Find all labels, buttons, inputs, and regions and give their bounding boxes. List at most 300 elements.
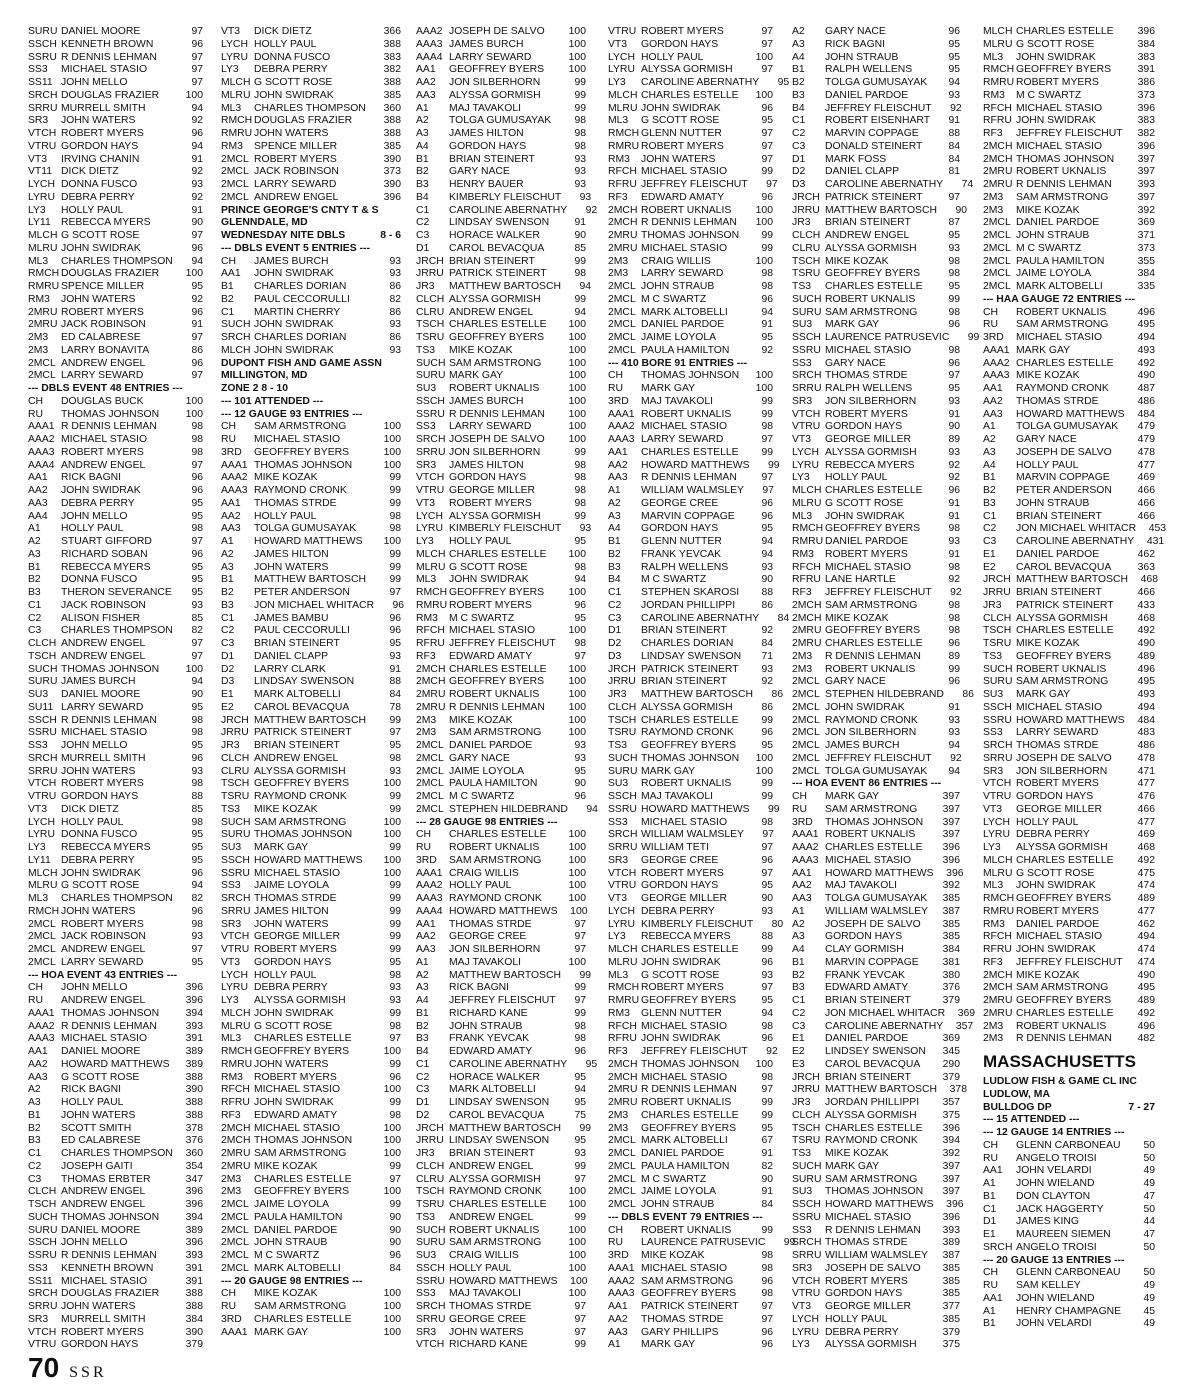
class-code: 2MCL (416, 803, 444, 815)
page-footer (28, 1352, 107, 1384)
class-code: LY3 (221, 64, 239, 76)
shooter-name: MATTHEW BARTOSCH (449, 969, 561, 981)
result-row (792, 1148, 960, 1161)
result-row (221, 676, 401, 689)
score: 468 (1137, 842, 1155, 853)
result-row (983, 689, 1155, 702)
result-row (221, 421, 401, 434)
score: 99 (389, 574, 401, 586)
class-code: CLCH (221, 752, 250, 764)
class-code: B1 (221, 574, 234, 586)
result-row (416, 179, 586, 192)
result-row (983, 740, 1155, 753)
result-row (28, 1008, 203, 1021)
result-row (983, 1242, 1155, 1255)
class-code: 2MCL (608, 344, 636, 356)
shooter-name: MATTHEW BARTOSCH (254, 574, 366, 586)
shooter-name: RICK BAGNI (825, 38, 886, 50)
class-code: SURU (416, 370, 446, 382)
result-row (608, 205, 773, 218)
shooter-name: R DENNIS LEHMAN (641, 472, 737, 484)
score: 99 (389, 880, 401, 892)
score: 94 (574, 306, 586, 318)
class-code: C2 (608, 599, 622, 611)
shooter-name: ROBERT UKNALIS (641, 1097, 732, 1108)
shooter-name: ANGELO TROISI (1016, 1152, 1097, 1164)
class-code: TSRU (221, 791, 250, 802)
score: 100 (755, 765, 773, 777)
score: 462 (1137, 548, 1155, 560)
class-code: SU3 (792, 1186, 813, 1198)
score: 466 (1137, 803, 1155, 815)
shooter-name: ANDREW ENGEL (61, 1199, 146, 1210)
shooter-name: STUART GIFFORD (61, 536, 152, 547)
result-row (416, 842, 586, 855)
class-code: 2MCH (221, 1122, 251, 1134)
class-code: RU (416, 842, 432, 853)
shooter-name: ANDREW ENGEL (825, 230, 910, 241)
result-row (983, 995, 1155, 1008)
class-code: RFCH (608, 166, 637, 178)
class-code: AAA3 (792, 854, 819, 866)
result-row (608, 536, 773, 549)
result-row (792, 676, 960, 689)
score: 396 (1137, 102, 1155, 114)
shooter-name: GORDON HAYS (1016, 791, 1094, 802)
shooter-name: GEORGE MILLER (825, 434, 912, 445)
result-row (28, 485, 203, 498)
class-code: B4 (416, 1046, 429, 1057)
result-row (416, 766, 586, 779)
class-code: LYRU (416, 523, 443, 535)
result-row (221, 1288, 401, 1301)
class-code: TS3 (792, 1148, 812, 1159)
result-row (416, 791, 586, 804)
shooter-name: THOMAS STRDE (825, 1237, 908, 1249)
class-code: 2MCH (792, 612, 822, 624)
class-code: RMCH (608, 128, 640, 139)
class-code: SRCH (792, 1237, 822, 1249)
shooter-name: ED CALABRESE (61, 332, 141, 343)
score: 99 (574, 1007, 586, 1019)
score: 97 (761, 472, 773, 484)
shooter-name: M C SWARTZ (449, 612, 515, 624)
shooter-name: HOWARD MATTHEWS (449, 1275, 558, 1287)
class-code: SRCH (416, 1301, 446, 1312)
shooter-name: PETER ANDERSON (254, 587, 350, 598)
result-row (221, 1186, 401, 1199)
shooter-name: RICK BAGNI (61, 472, 122, 484)
shooter-name: HOWARD MATTHEWS (825, 867, 934, 879)
result-row (28, 1250, 203, 1263)
score: 100 (568, 1224, 586, 1236)
class-code: A1 (983, 1178, 996, 1189)
class-code: C1 (28, 1148, 42, 1159)
shooter-name: LARRY SEWARD (61, 956, 144, 968)
score: 393 (1137, 179, 1155, 190)
class-code: AA3 (221, 523, 241, 535)
class-code: A1 (983, 1305, 996, 1317)
score: 384 (942, 944, 960, 955)
class-code: 2MCL (28, 918, 56, 930)
result-row (983, 370, 1155, 383)
result-row (28, 944, 203, 957)
shooter-name: PETER ANDERSON (1016, 485, 1112, 496)
class-code: 2MCH (416, 676, 446, 688)
result-row (608, 396, 773, 409)
class-code: SRCH (983, 1241, 1013, 1253)
class-code: VTCH (983, 778, 1012, 790)
class-code: LY3 (792, 1339, 810, 1351)
score: 376 (185, 1135, 203, 1147)
result-row (983, 383, 1155, 396)
result-row (221, 1327, 401, 1340)
score: 82 (191, 625, 203, 637)
class-code: RM3 (221, 140, 243, 152)
result-row (983, 1178, 1155, 1191)
class-code: SRCH (416, 434, 446, 445)
result-row (983, 957, 1155, 970)
class-code: 2M3 (792, 663, 813, 675)
score: 95 (761, 115, 773, 127)
shooter-name: EDWARD AMATY (825, 982, 909, 994)
shooter-name: JOHN SWIDRAK (1016, 944, 1096, 955)
class-code: SURU (28, 1224, 58, 1236)
class-code: E2 (221, 701, 234, 713)
class-code: SUCH (28, 663, 58, 675)
class-code: CH (983, 1267, 999, 1279)
result-row (221, 1263, 401, 1276)
shooter-name: WILLIAM WALMSLEY (641, 829, 744, 841)
score: 394 (942, 1135, 960, 1147)
shooter-name: CHARLES ESTELLE (1016, 357, 1114, 369)
result-row (608, 243, 773, 256)
result-row (28, 256, 203, 269)
score: 396 (946, 867, 964, 879)
score: 90 (191, 217, 203, 229)
score: 100 (568, 867, 586, 879)
shooter-name: LARRY SEWARD (641, 434, 724, 445)
class-code: CLRU (416, 306, 445, 318)
shooter-name: ALYSSA GORMISH (825, 1109, 917, 1121)
class-code: MLRU (608, 956, 638, 968)
score: 100 (755, 204, 773, 216)
class-code: A2 (608, 497, 621, 509)
class-code: AAA1 (792, 829, 819, 841)
class-code: A2 (28, 536, 41, 547)
class-code: 2MCH (983, 153, 1013, 165)
score: 91 (574, 217, 586, 229)
class-code: A3 (416, 982, 429, 994)
shooter-name: ROBERT MYERS (61, 446, 144, 458)
result-row (416, 204, 598, 218)
shooter-name: JEFFREY FLEISCHUT (641, 179, 748, 190)
class-code: LY3 (608, 77, 626, 88)
result-row (416, 689, 586, 702)
class-code: SR3 (221, 918, 242, 930)
score: 99 (761, 166, 773, 178)
result-row (792, 217, 960, 230)
result-row (608, 970, 773, 983)
shooter-name: ROBERT EISENHART (825, 115, 931, 127)
shooter-name: HORACE WALKER (449, 1071, 540, 1083)
class-code: D2 (221, 663, 235, 675)
score: 392 (942, 1148, 960, 1159)
score: 99 (389, 1058, 401, 1070)
score: 100 (185, 408, 203, 420)
shooter-name: G SCOTT ROSE (449, 561, 528, 573)
class-code: VTRU (608, 880, 637, 892)
shooter-name: JOHN SWIDRAK (825, 701, 905, 713)
shooter-name: MICHAEL STASIO (641, 1020, 728, 1032)
result-row (221, 651, 401, 664)
result-row (983, 485, 1155, 498)
result-row (792, 587, 960, 600)
result-row (608, 1288, 773, 1301)
result-row (608, 90, 773, 103)
class-code: 2MCH (983, 969, 1013, 981)
class-code: 2MCL (28, 931, 56, 943)
class-code: RMCH (416, 587, 448, 598)
class-code: SRRU (221, 905, 251, 917)
score: 92 (948, 574, 960, 586)
class-code: 2MCL (983, 281, 1011, 292)
shooter-name: G SCOTT ROSE (61, 230, 140, 241)
score: 100 (568, 64, 586, 76)
result-row (983, 345, 1155, 358)
result-row (416, 1058, 598, 1072)
shooter-name: EDWARD AMATY (449, 650, 533, 662)
result-row (28, 217, 203, 230)
score: 466 (1137, 485, 1155, 496)
class-code: 2MRU (983, 995, 1013, 1006)
score: 94 (191, 880, 203, 892)
score: 474 (1137, 944, 1155, 955)
class-code: MLRU (416, 561, 446, 573)
result-row (416, 1250, 586, 1263)
score: 99 (574, 89, 586, 101)
result-row (608, 1084, 773, 1097)
class-code: CLCH (792, 1109, 821, 1121)
result-row (221, 1225, 401, 1238)
shooter-name: JOHN STRAUB (825, 51, 899, 63)
result-row (221, 26, 401, 39)
shooter-name: R DENNIS LEHMAN (449, 408, 545, 420)
score: 100 (568, 676, 586, 688)
class-code: B4 (608, 574, 621, 586)
class-code: JRRU (792, 1084, 820, 1096)
class-code: JR3 (983, 599, 1002, 611)
result-row (983, 1280, 1155, 1293)
class-code: TSCH (983, 625, 1012, 637)
score: 92 (191, 115, 203, 127)
result-row (28, 562, 203, 575)
event-header: --- 12 GAUGE 93 ENTRIES --- (221, 408, 363, 420)
result-row (792, 804, 960, 817)
result-row (28, 664, 203, 677)
shooter-name: JOHN SWIDRAK (641, 956, 721, 968)
score: 94 (948, 77, 960, 88)
shooter-name: JOSEPH DE SALVO (825, 1262, 921, 1274)
score: 93 (948, 395, 960, 407)
result-row (221, 1237, 401, 1250)
class-code: 2MRU (792, 625, 822, 637)
score: 97 (389, 587, 401, 598)
result-row (28, 804, 203, 817)
class-code: SS3 (416, 1288, 436, 1300)
shooter-name: LARRY SEWARD (641, 268, 724, 280)
result-row (792, 1250, 960, 1263)
result-row (983, 52, 1155, 65)
class-code: E1 (792, 1033, 805, 1045)
score: 389 (185, 1046, 203, 1057)
class-code: 2MCL (221, 1211, 249, 1223)
score: 100 (568, 663, 586, 675)
score: 385 (942, 931, 960, 943)
class-code: SS11 (28, 1275, 53, 1287)
score: 45 (1143, 1305, 1155, 1317)
score: 97 (389, 1173, 401, 1185)
class-code: 2MCL (608, 319, 636, 331)
class-code: D1 (608, 625, 622, 637)
class-code: D3 (221, 676, 235, 688)
result-row (416, 460, 586, 473)
score: 100 (568, 1288, 586, 1300)
result-row (983, 778, 1155, 791)
class-code: RMCH (983, 893, 1015, 904)
score: 396 (942, 842, 960, 853)
class-code: VTRU (608, 26, 637, 37)
result-row (221, 766, 401, 779)
result-row (221, 472, 401, 485)
result-row (28, 1097, 203, 1110)
score: 100 (568, 893, 586, 904)
score: 100 (383, 459, 401, 471)
score: 100 (383, 1288, 401, 1300)
score: 97 (762, 485, 774, 496)
shooter-name: HOWARD MATTHEWS (1016, 714, 1125, 726)
shooter-name: CAROL BEVACQUA (825, 1058, 921, 1070)
shooter-name: HENRY CHAMPAGNE (1016, 1305, 1122, 1317)
score: 84 (761, 638, 773, 649)
class-code: SURU (792, 1173, 822, 1185)
result-row (28, 1339, 203, 1352)
shooter-name: GEOFFREY BYERS (1016, 64, 1112, 76)
score: 100 (568, 370, 586, 382)
shooter-name: HOLLY PAUL (449, 536, 512, 547)
score: 84 (948, 153, 960, 165)
result-row (792, 511, 960, 524)
shooter-name: LANE HARTLE (825, 574, 896, 586)
score: 385 (942, 918, 960, 930)
class-code: AA2 (608, 1313, 628, 1325)
class-code: 2MCL (792, 676, 820, 688)
result-row (416, 115, 586, 128)
score: 100 (383, 1046, 401, 1057)
score: 466 (1137, 587, 1155, 598)
class-code: A2 (983, 434, 996, 445)
score: 98 (574, 497, 586, 509)
result-row (416, 166, 586, 179)
score: 376 (942, 982, 960, 994)
class-code: SSCH (28, 1237, 57, 1249)
result-row (608, 727, 773, 740)
shooter-name: GORDON HAYS (641, 523, 719, 535)
class-code: C1 (983, 510, 997, 522)
shooter-name: RAYMOND CRONK (1016, 383, 1109, 394)
results-column (983, 26, 1167, 1331)
shooter-name: JOHN STRAUB (1016, 230, 1090, 241)
score: 390 (185, 1326, 203, 1338)
class-code: SUCH (792, 293, 822, 305)
shooter-name: JOHN SWIDRAK (1016, 880, 1096, 892)
score: 100 (568, 1237, 586, 1249)
result-row (416, 1072, 586, 1085)
score: 99 (574, 1339, 586, 1351)
shooter-name: MARK ALTOBELLI (254, 689, 341, 700)
shooter-name: MIKE KOZAK (254, 1160, 318, 1172)
shooter-name: MAJ TAVAKOLI (449, 956, 521, 968)
class-code: SS11 (28, 77, 53, 88)
score: 383 (1137, 115, 1155, 127)
score: 98 (761, 1288, 773, 1300)
class-code: AA4 (28, 510, 48, 522)
score: 88 (191, 791, 203, 802)
shooter-name: HOLLY PAUL (254, 38, 317, 50)
score: 96 (191, 485, 203, 496)
class-code: 2MCL (792, 714, 820, 726)
class-code: JR3 (416, 281, 435, 292)
shooter-name: LARRY SEWARD (61, 370, 144, 382)
class-code: MLCH (221, 77, 251, 88)
result-row (608, 1008, 773, 1021)
shooter-name: THOMAS JOHNSON (641, 1058, 740, 1070)
shooter-name: MATTHEW BARTOSCH (641, 689, 753, 700)
class-code: A3 (416, 128, 429, 139)
class-code: JRCH (608, 663, 636, 675)
result-row (28, 995, 203, 1008)
result-row (608, 1059, 773, 1072)
class-code: SR3 (792, 395, 813, 407)
shooter-name: RICHARD KANE (449, 1339, 528, 1351)
score: 96 (191, 752, 203, 764)
score: 100 (755, 51, 773, 63)
score: 97 (761, 867, 773, 879)
shooter-name: MICHAEL STASIO (641, 1262, 728, 1274)
result-row (792, 64, 960, 77)
result-row (221, 115, 401, 128)
class-code: TSCH (221, 778, 250, 790)
score: 100 (383, 829, 401, 841)
score: 93 (191, 931, 203, 943)
score: 98 (948, 344, 960, 356)
score: 397 (942, 791, 960, 802)
result-row (221, 52, 401, 65)
result-row (608, 166, 773, 179)
score: 92 (761, 676, 773, 688)
result-row (28, 1148, 203, 1161)
shooter-name: RALPH WELLENS (825, 383, 913, 394)
score: 97 (761, 1084, 773, 1096)
shooter-name: SAM ARMSTRONG (825, 306, 918, 318)
score: 93 (574, 153, 586, 165)
shooter-name: GORDON HAYS (825, 421, 903, 433)
shooter-name: DANIEL PARDOE (825, 536, 909, 547)
class-code: MLCH (221, 344, 251, 356)
score: 369 (942, 1033, 960, 1045)
class-code: 2M3 (416, 714, 437, 726)
score: 91 (761, 1186, 773, 1198)
